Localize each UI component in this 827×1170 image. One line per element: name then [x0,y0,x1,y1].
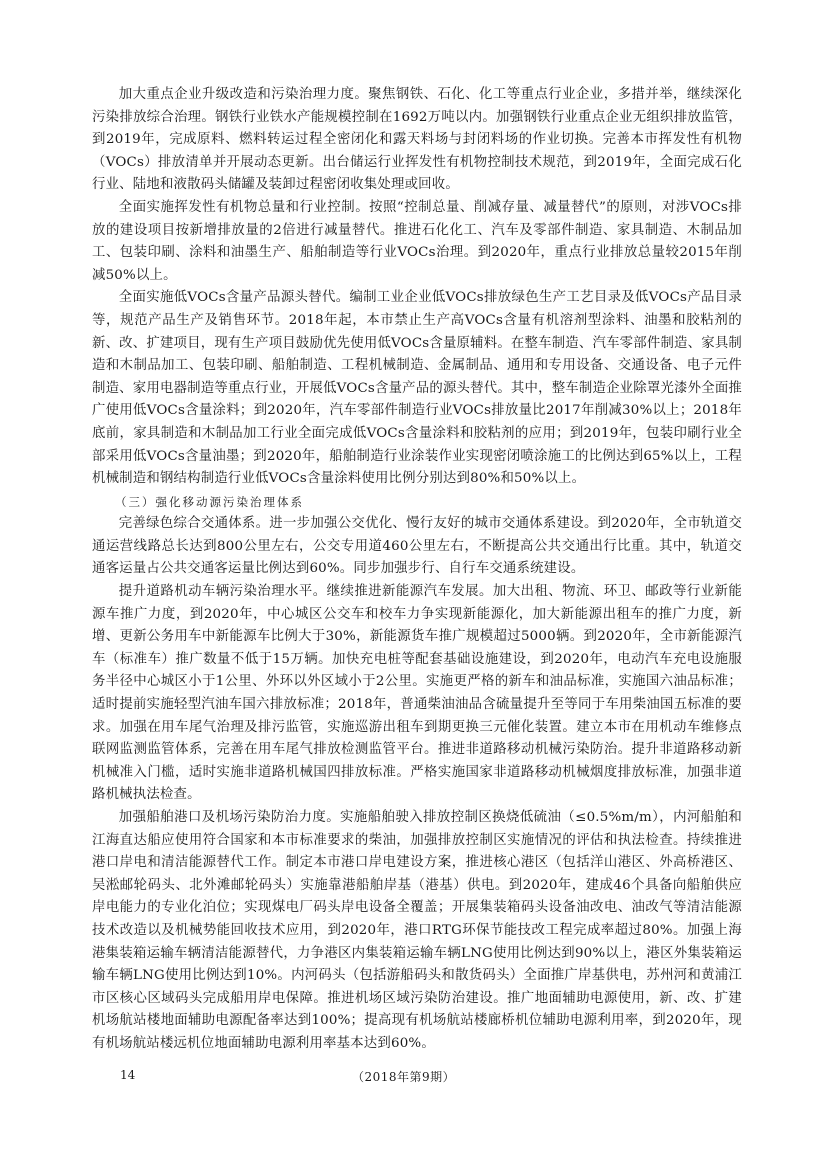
paragraph: 全面实施低VOCs含量产品源头替代。编制工业企业低VOCs排放绿色生产工艺目录及低VOCs产品目录等，规范产品生产及销售环节。2018年起，本市禁止生产高VOCs含量有机溶剂型涂料、油墨和胶粘剂的新、改、扩建项目，现有生产项目鼓励优先使用低VOCs含量原辅料。在整车制造、汽车零部件制造、家具制造和木制品加工、包装印刷、船舶制造、工程机械制造、金属制品、通用和专用设备、交通设备、电子元件制造、家用电器制造等重点行业，开展低VOCs含量产品的源头替代。其中，整车制造企业除罩光漆外全面推广使用低VOCs含量涂料；到2020年，汽车零部件制造行业VOCs排放量比2017年削减30%以上；2018年底前，家具制造和木制品加工行业全面完成低VOCs含量涂料和胶粘剂的应用；到2019年，包装印刷行业全部采用低VOCs含量油墨；到2020年，船舶制造行业涂装作业实现密闭喷涂施工的比例达到65%以上，工程机械制造和钢结构制造行业低VOCs含量涂料使用比例分别达到80%和50%以上。 [92,290,742,487]
paragraph: 加大重点企业升级改造和污染治理力度。聚焦钢铁、石化、化工等重点行业企业，多措并举，继续深化污染排放综合治理。钢铁行业铁水产能规模控制在1692万吨以内。加强钢铁行业重点企业无组织排放监管，到2019年，完成原料、燃料转运过程全密闭化和露天料场与封闭料场的作业切换。完善本市挥发性有机物（VOCs）排放清单并开展动态更新。出台储运行业挥发性有机物控制技术规范，到2019年，全面完成石化行业、陆地和液散码头储罐及装卸过程密闭收集处理或回收。 [92,87,742,193]
paragraph: 完善绿色综合交通体系。进一步加强公交优化、慢行友好的城市交通体系建设。到2020年，全市轨道交通运营线路总长达到800公里左右，公交专用道460公里左右，不断提高公共交通出行比重。其中，轨道交通客运量占公共交通客运量比例达到60%。同步加强步行、自行车交通系统建设。 [92,516,742,577]
issue-label: （2018年第9期） [352,1070,456,1084]
page-number: 14 [120,1068,136,1082]
paragraph: 加强船舶港口及机场污染防治力度。实施船舶驶入排放控制区换烧低硫油（≤0.5%m/m），内河船舶和江海直达船应使用符合国家和本市标准要求的柴油，加强排放控制区实施情况的评估和执法检查。持续推进港口岸电和清洁能源替代工作。制定本市港口岸电建设方案，推进核心港区（包括洋山港区、外高桥港区、吴淞邮轮码头、北外滩邮轮码头）实施靠港船舶岸基（港基）供电。到2020年，建成46个具备向船舶供应岸电能力的专业化泊位；实现煤电厂码头岸电设备全覆盖；开展集装箱码头设备油改电、油改气等清洁能源技术改造以及机械势能回收技术应用，到2020年，港口RTG环保节能技改工程完成率超过80%。加强上海港集装箱运输车辆清洁能源替代，力争港区内集装箱运输车辆LNG使用比例达到90%以上，港区外集装箱运输车辆LNG使用比例达到10%。内河码头（包括游船码头和散货码头）全面推广岸基供电，苏州河和黄浦江市区核心区域码头完成船用岸电保障。推进机场区域污染防治建设。推广地面辅助电源使用，新、改、扩建机场航站楼地面辅助电源配备率达到100%；提高现有机场航站楼廊桥机位辅助电源利用率，到2020年，现有机场航站楼远机位地面辅助电源利用率基本达到60%。 [92,810,742,1051]
section-heading: （三）强化移动源污染治理体系 [115,494,304,509]
article-body [92,84,742,1056]
paragraph: 提升道路机动车辆污染治理水平。继续推进新能源汽车发展。加大出租、物流、环卫、邮政等行业新能源车推广力度，到2020年，中心城区公交车和校车力争实现新能源化，加大新能源出租车的推广力度，新增、更新公务用车中新能源车比例大于30%，新能源货车推广规模超过5000辆。到2020年，全市新能源汽车（标准车）推广数量不低于15万辆。加快充电桩等配套基础设施建设，到2020年，电动汽车充电设施服务半径中心城区小于1公里、外环以外区域小于2公里。实施更严格的新车和油品标准，实施国六油品标准；适时提前实施轻型汽油车国六排放标准；2018年，普通柴油油品含硫量提升至等同于车用柴油国五标准的要求。加强在用车尾气治理及排污监管，实施巡游出租车到期更换三元催化装置。建立本市在用机动车维修点联网监测监管体系，完善在用车尾气排放检测监管平台。推进非道路移动机械污染防治。提升非道路移动新机械准入门槛，适时实施非道路机械国四排放标准。严格实施国家非道路移动机械烟度排放标准，加强非道路机械执法检查。 [92,584,742,803]
page-footer [0,1068,827,1088]
paragraph: 全面实施挥发性有机物总量和行业控制。按照“控制总量、削减存量、减量替代”的原则，对涉VOCs排放的建设项目按新增排放量的2倍进行减量替代。推进石化化工、汽车及零部件制造、家具制造、木制品加工、包装印刷、涂料和油墨生产、船舶制造等行业VOCs治理。到2020年，重点行业排放总量较2015年削减50%以上。 [92,199,742,283]
